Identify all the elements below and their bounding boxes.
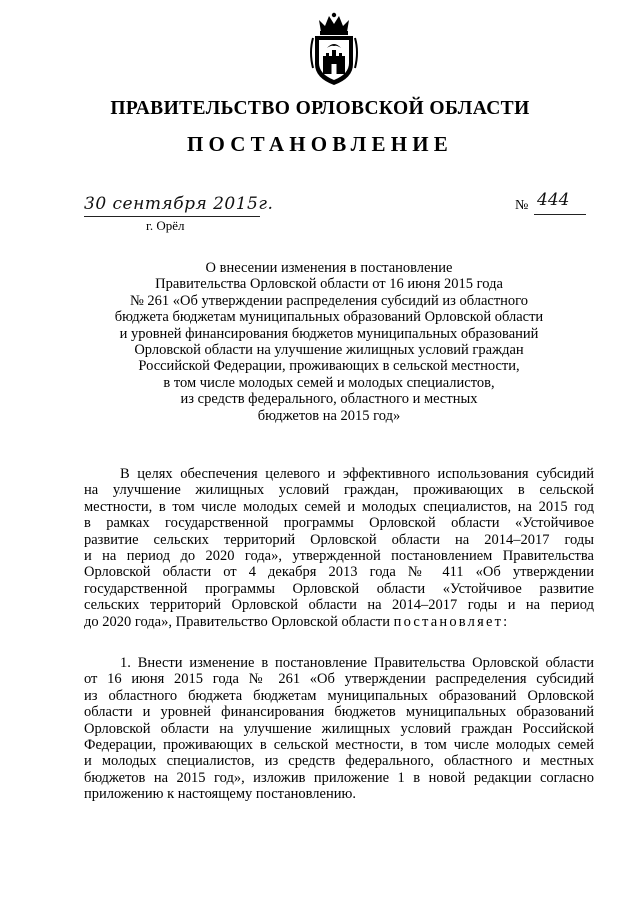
city: г. Орёл <box>146 218 185 233</box>
preamble-line: развитие сельских территорий Орловской области на 2014–2017 годы <box>84 531 594 548</box>
subject-line: и уровней финансирования бюджетов муниципальных образований <box>119 325 539 342</box>
number-label: № <box>515 198 529 213</box>
preamble-last-line <box>84 614 594 630</box>
preamble-line: местности, в том числе молодых семей и молодых специалистов, на 2015 год <box>84 498 594 515</box>
item-line: и молодых специалистов, из средств федерального, областного и местных <box>84 753 594 770</box>
subject-line: О внесении изменения в постановление <box>205 260 453 276</box>
item-1-paragraph <box>84 655 594 803</box>
item-line: Орловской области на улучшение жилищных условий граждан Российской <box>84 720 594 737</box>
subject-line: Орловской области на улучшение жилищных условий граждан <box>134 342 524 359</box>
subject-line: бюджетов на 2015 год» <box>257 407 401 424</box>
handwritten-date: 30 сентября 2015г. <box>84 194 274 214</box>
subject-line: из средств федерального, областного и местных <box>180 391 478 408</box>
preamble-line: в рамках государственной программы Орловской области «Устойчивое <box>84 515 594 532</box>
item-line: Федерации, проживающих в сельской местности, в том числе молодых семей <box>84 737 594 754</box>
subject-line: бюджета бюджетам муниципальных образований Орловской области <box>114 309 544 326</box>
date-underline <box>84 216 260 217</box>
handwritten-number: 444 <box>537 190 570 210</box>
subject-line: № 261 «Об утверждении распределения субсидий из областного <box>129 292 529 309</box>
document-type: ПОСТАНОВЛЕНИЕ <box>186 132 454 156</box>
preamble-line: государственной программы Орловской области «Устойчивое развитие <box>84 580 594 597</box>
number-underline <box>534 214 586 215</box>
subject-line: Российской Федерации, проживающих в сельской местности, <box>138 358 520 375</box>
coat-of-arms-emblem <box>307 12 361 88</box>
item-line: из областного бюджета бюджетам муниципальных образований Орловской <box>84 687 594 704</box>
preamble-line: В целях обеспечения целевого и эффективного использования субсидий <box>120 466 594 482</box>
preamble-line: до 2020 года», Правительство Орловской области <box>84 613 391 630</box>
subject-line: в том числе молодых семей и молодых специалистов, <box>163 374 495 391</box>
resolution-verb: постановляет: <box>393 613 510 630</box>
item-line: приложению к настоящему постановлению. <box>84 786 356 803</box>
preamble-line: сельских территорий Орловской области на 2014–2017 годы и на период <box>84 597 594 614</box>
item-line: от 16 июня 2015 года № 261 «Об утверждении распределения субсидий <box>84 671 594 688</box>
government-title: ПРАВИТЕЛЬСТВО ОРЛОВСКОЙ ОБЛАСТИ <box>110 98 530 119</box>
subject-line: Правительства Орловской области от 16 июня 2015 года <box>155 276 503 293</box>
item-line: 1. Внести изменение в постановление Правительства Орловской области <box>120 655 594 671</box>
preamble-line: на улучшение жилищных условий граждан, проживающих в сельской <box>84 482 594 499</box>
document-subject <box>84 260 574 424</box>
preamble-line: Орловской области от 4 декабря 2013 года № 411 «Об утверждении <box>84 564 594 581</box>
preamble-line: и на период до 2020 года», утвержденной постановлением Правительства <box>84 548 594 565</box>
preamble-paragraph <box>84 466 594 630</box>
item-line: области и уровней финансирования бюджетов муниципальных образований <box>84 704 594 721</box>
item-line: бюджетов на 2015 год», изложив приложение 1 в новой редакции согласно <box>84 769 594 786</box>
